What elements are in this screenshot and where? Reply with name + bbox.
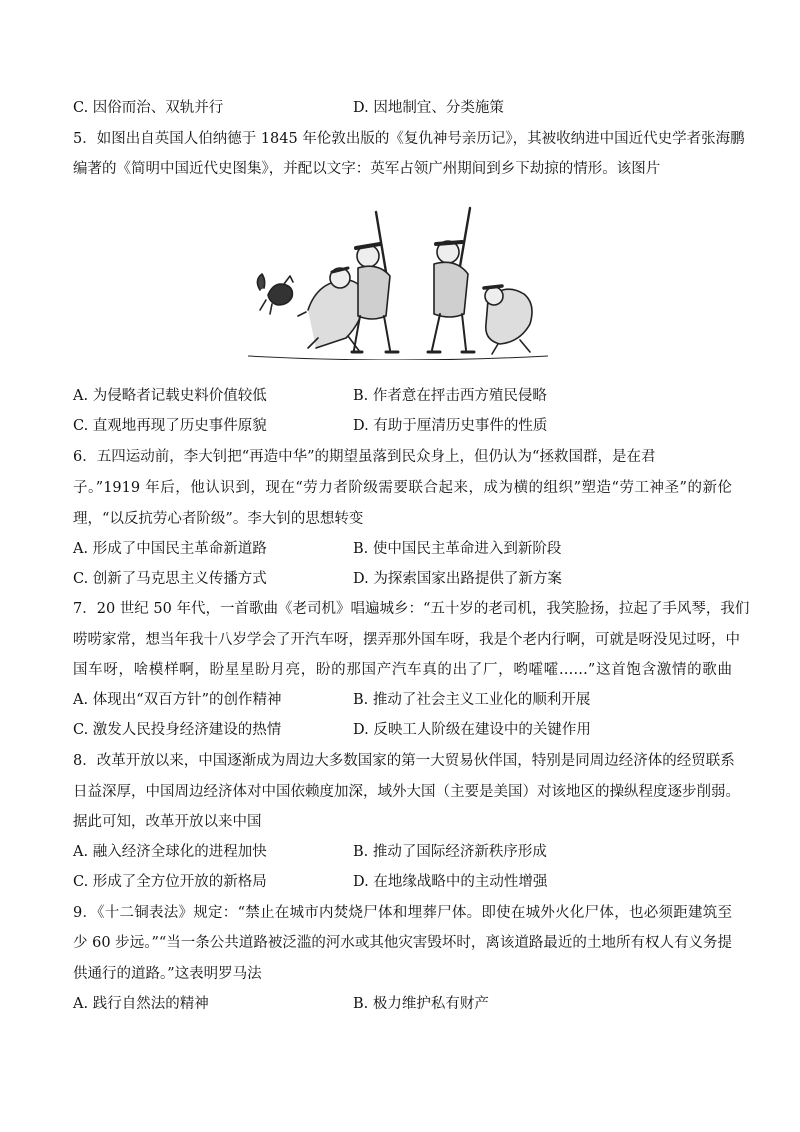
q4-option-c: C. 因俗而治、双轨并行: [73, 100, 224, 116]
q6-stem-line-1: 6．五四运动前，李大钊把“再造中华”的期望虽落到民众身上，但仍认为“拯救国群，是在君: [73, 449, 656, 465]
q5-stem-line-2: 编著的《简明中国近代史图集》，并配以文字：英军占领广州期间到乡下劫掠的情形。该图片: [73, 161, 661, 177]
q8-option-b: B. 推动了国际经济新秩序形成: [353, 844, 547, 860]
q6-option-c: C. 创新了马克思主义传播方式: [73, 571, 267, 587]
q5-stem-line-1: 5．如图出自英国人伯纳德于 1845 年伦敦出版的《复仇神号亲历记》，其被收纳进中国近代史学者张海鹏: [73, 131, 745, 147]
q7-option-d: D. 反映工人阶级在建设中的关键作用: [353, 722, 591, 738]
q8-option-a: A. 融入经济全球化的进程加快: [73, 844, 267, 860]
q9-stem-line-3: 供通行的道路。”这表明罗马法: [73, 966, 262, 982]
q7-stem-line-3: 国车呀，啥模样啊，盼星星盼月亮，盼的那国产汽车真的出了厂，哟嚯嚯……”这首饱含激情的歌曲: [73, 662, 732, 678]
q9-stem-line-1: 9．《十二铜表法》规定：“禁止在城市内焚烧尸体和埋葬尸体。即使在城外火化尸体，也必须距建筑至: [73, 905, 732, 921]
q5-option-c: C. 直观地再现了历史事件原貌: [73, 418, 267, 434]
q8-stem-line-2: 日益深厚，中国周边经济体对中国依赖度加深，域外大国（主要是美国）对该地区的操纵程度逐步削弱。: [73, 784, 740, 800]
q7-stem-line-1: 7．20 世纪 50 年代，一首歌曲《老司机》唱遍城乡：“五十岁的老司机，我笑脸扬，拉起了手风琴，我们: [73, 601, 750, 617]
q7-option-a: A. 体现出“双百方针”的创作精神: [73, 692, 282, 708]
q6-stem-line-2: 子。”1919 年后，他认识到，现在“劳力者阶级需要联合起来，成为横的组织”塑造“劳工神圣”的新伦: [73, 480, 732, 496]
q7-option-c: C. 激发人民投身经济建设的热情: [73, 722, 282, 738]
q7-stem-line-2: 唠唠家常，想当年我十八岁学会了开汽车呀，摆弄那外国车呀，我是个老内行啊，可就是呀没见过呀，中: [73, 632, 740, 648]
q6-stem-line-3: 理，“以反抗劳心者阶级”。李大钊的思想转变: [73, 511, 364, 527]
q8-option-d: D. 在地缘战略中的主动性增强: [353, 874, 548, 890]
q9-stem-line-2: 少 60 步远。”“当一条公共道路被泛滥的河水或其他灾害毁坏时，离该道路最近的土地所有权人有义务提: [73, 935, 732, 951]
q9-option-a: A. 践行自然法的精神: [73, 996, 209, 1012]
illustration-british-soldiers-looting-icon: [248, 200, 548, 360]
q4-option-d: D. 因地制宜、分类施策: [353, 100, 504, 116]
q5-option-b: B. 作者意在抨击西方殖民侵略: [353, 388, 547, 404]
q9-option-b: B. 极力维护私有财产: [353, 996, 489, 1012]
q6-option-d: D. 为探索国家出路提供了新方案: [353, 571, 562, 587]
q6-option-a: A. 形成了中国民主革命新道路: [73, 541, 267, 557]
q5-option-d: D. 有助于厘清历史事件的性质: [353, 418, 548, 434]
q8-stem-line-3: 据此可知，改革开放以来中国: [73, 814, 262, 830]
q8-stem-line-1: 8．改革开放以来，中国逐渐成为周边大多数国家的第一大贸易伙伴国，特别是同周边经济体的经贸联系: [73, 753, 735, 769]
q8-option-c: C. 形成了全方位开放的新格局: [73, 874, 267, 890]
q7-option-b: B. 推动了社会主义工业化的顺利开展: [353, 692, 591, 708]
q6-option-b: B. 使中国民主革命进入到新阶段: [353, 541, 562, 557]
q5-option-a: A. 为侵略者记载史料价值较低: [73, 388, 267, 404]
